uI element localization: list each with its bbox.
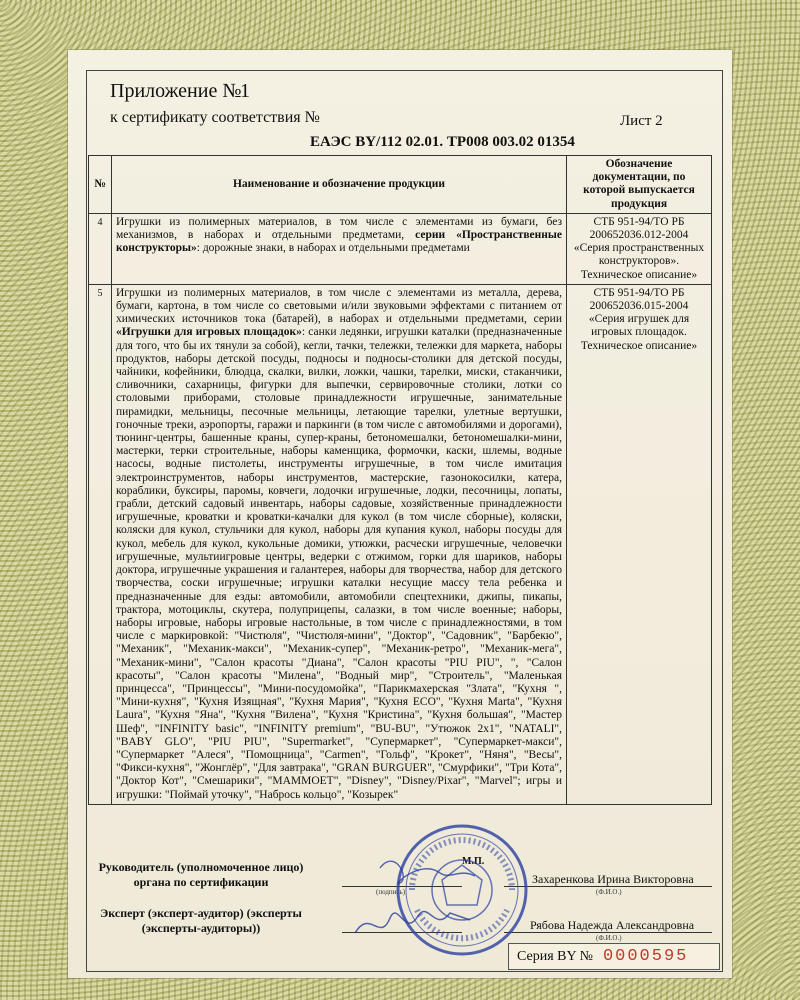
col-header-name: Наименование и обозначение продукции [112,156,567,214]
expert-name: Рябова Надежда Александровна [530,918,695,932]
product-documentation: СТБ 951-94/ТО РБ 200652036.015-2004 «Серия игрушек для игровых площадок. Техническое описание» [567,284,712,804]
appendix-number: 1 [240,80,250,102]
head-label: Руководитель (уполномоченное лицо) органа по сертификации [98,860,304,889]
serial-number-box [508,943,720,970]
product-description: Игрушки из полимерных материалов, в том числе с элементами из металла, дерева, бумаги, картона, в том числе со световыми и/или звуковыми эффектами с питанием от химических источников тока (батарей), в наборах и отдельными предметами, серии «Игрушки для игровых площадок»: санки ледянки, игрушки каталки (предназначенные для того, что бы их тянули за собой), кегли, тачки, тележки, тележки для маркета, наборы продуктов, наборы детской посуды, подносы и подносы-столики для детской посуды, чайники, кофейники, блюдца, скалки, вилки, ложки, чашки, тарелки, миски, стаканчики, сливочники, сахарницы, фигурки для выпечки, сервировочные столики, лотки со столовыми приборами, столовые принадлежности игрушечные, занимательные пирамидки, мельницы, песочные мельницы, летающие тарелки, улетные вертушки, гоночные треки, аэропорты, гаражи и паркинги (в том числе с автомобилями и дорогами), тюнинг-центры, башенные краны, супер-краны, бетономешалки, бетономешалки-мини, мастерки, терки строительные, наборы каменщика, формочки, каски, шлемы, водные насосы, водные пистолеты, инструменты игрушечные, в том числе имитация электроинструментов, наборы инструментов, мастерские, газонокосилки, катера, кораблики, буксиры, паромы, ковчеги, лодочки игрушечные, лодки, песочницы, лопаты, грабли, детский садовый инвентарь, наборы садовые, хозяйственные принадлежности игрушечные, кроватки и кроватки-качалки для кукол (в том числе сборные), коляски, коляски для кукол, стульчики для кукол, наборы для купания кукол, наборы посуды для кукол, мебель для кукол, кукольные домики, утюжки, расчески игрушечные, человечки игрушечные, мультиигровые центры, ведерки с отжимом, горки для шариков, наборы доктора, игрушечные украшения и галантерея, наборы для творчества, набор для детского творчества, соски игрушечные; игрушки каталки несущие массу тела ребенка и предназначенные для езды: автомобили, автомобили спецтехники, джипы, пикапы, трактора, мотоциклы, скутера, полуприцепы, салазки, в том числе военные; наборы, наборы игровые, наборы игровые настольные, в том числе с принадлежностями, в том числе с маркировкой: "Чистюля", "Чистюля-мини", "Доктор", "Садовник", "Барбекю", "Механик", "Механик-макси", "Механик-супер", "Механик-ретро", "Механик-мега", "Механик-мини", "Салон красоты "Диана", "Салон красоты "PIU PIU", ", "Салон красоты", "Салон красоты "Милена", "Водный мир", "Строитель", "Маленькая принцесса", "Принцессы", "Мини-посудомойка", "Парикмахерская "Злата", "Кухня ", "Мини-кухня", "Кухня Изящная", "Кухня Мария", "Кухня ECO", "Кухня Marta", "Кухня Laura", "Кухня "Яна", "Кухня "Вилена", "Кухня "Кристина", "Кухня большая", "Мастер Шеф", "INFINITY basic", "INFINITY premium", "BU-BU", "Утюжок 2х1", "NATALI", "BABY GLO", "PIU PIU", "Supermarket", "Супермаркет", "Супермаркет-макси", "Супермаркет "Алеся", "Помощница", "Carmen", "Гольф", "Крокет", "Няня", "Весы", "Фикси-кухня", "Жонглёр", "Для завтрака", "GRAN BURGUER", "Смурфики", "Три Кота", "Доктор Кот", "Смешарики", "MAMMOET", "Disney", "Disney/Pixar", "Marvel"; игры и игрушки: "Поймай уточку", "Наброcь кольцо", "Козырек" [112,284,567,804]
col-header-doc: Обозначение документации, по которой выпускается продукция [567,156,712,214]
col-header-no: № [89,156,112,214]
series-name: серии «Пространственные конструкторы» [116,229,563,255]
row-number: 4 [89,213,112,284]
certificate-label: к сертификату соответствия № [110,109,320,126]
expert-fio-caption: (Ф.И.О.) [596,934,622,942]
certificate-number: ЕАЭС BY/112 02.01. ТР008 003.02 01354 [310,134,575,150]
appendix-title: Приложение № [110,80,242,102]
products-table [88,155,712,805]
mp-label: М.П. [462,856,485,867]
table-row [89,213,712,284]
table-row [89,284,712,804]
row-number: 5 [89,284,112,804]
product-documentation: СТБ 951-94/ТО РБ 200652036.012-2004 «Серия пространственных конструкторов». Техническое описание» [567,213,712,284]
serial-label: Серия BY № [517,948,593,964]
series-name: «Игрушки для игровых площадок» [116,326,302,339]
expert-label: Эксперт (эксперт-аудитор) (эксперты (эксперты-аудиторы)) [100,906,302,935]
head-fio-caption: (Ф.И.О.) [596,888,622,896]
signature-icon [350,838,500,948]
serial-number: 0000595 [602,947,689,966]
table-header-row [89,156,712,214]
head-name: Захаренкова Ирина Викторовна [532,872,694,886]
head-signature-caption: (подпись) [376,888,406,896]
sheet-label: Лист 2 [620,113,663,129]
product-description: Игрушки из полимерных материалов, в том числе с элементами из бумаги, без механизмов, в наборах и отдельными предметами, серии «Пространственные конструкторы»: дорожные знаки, в наборах и отдельными предметами [112,213,567,284]
